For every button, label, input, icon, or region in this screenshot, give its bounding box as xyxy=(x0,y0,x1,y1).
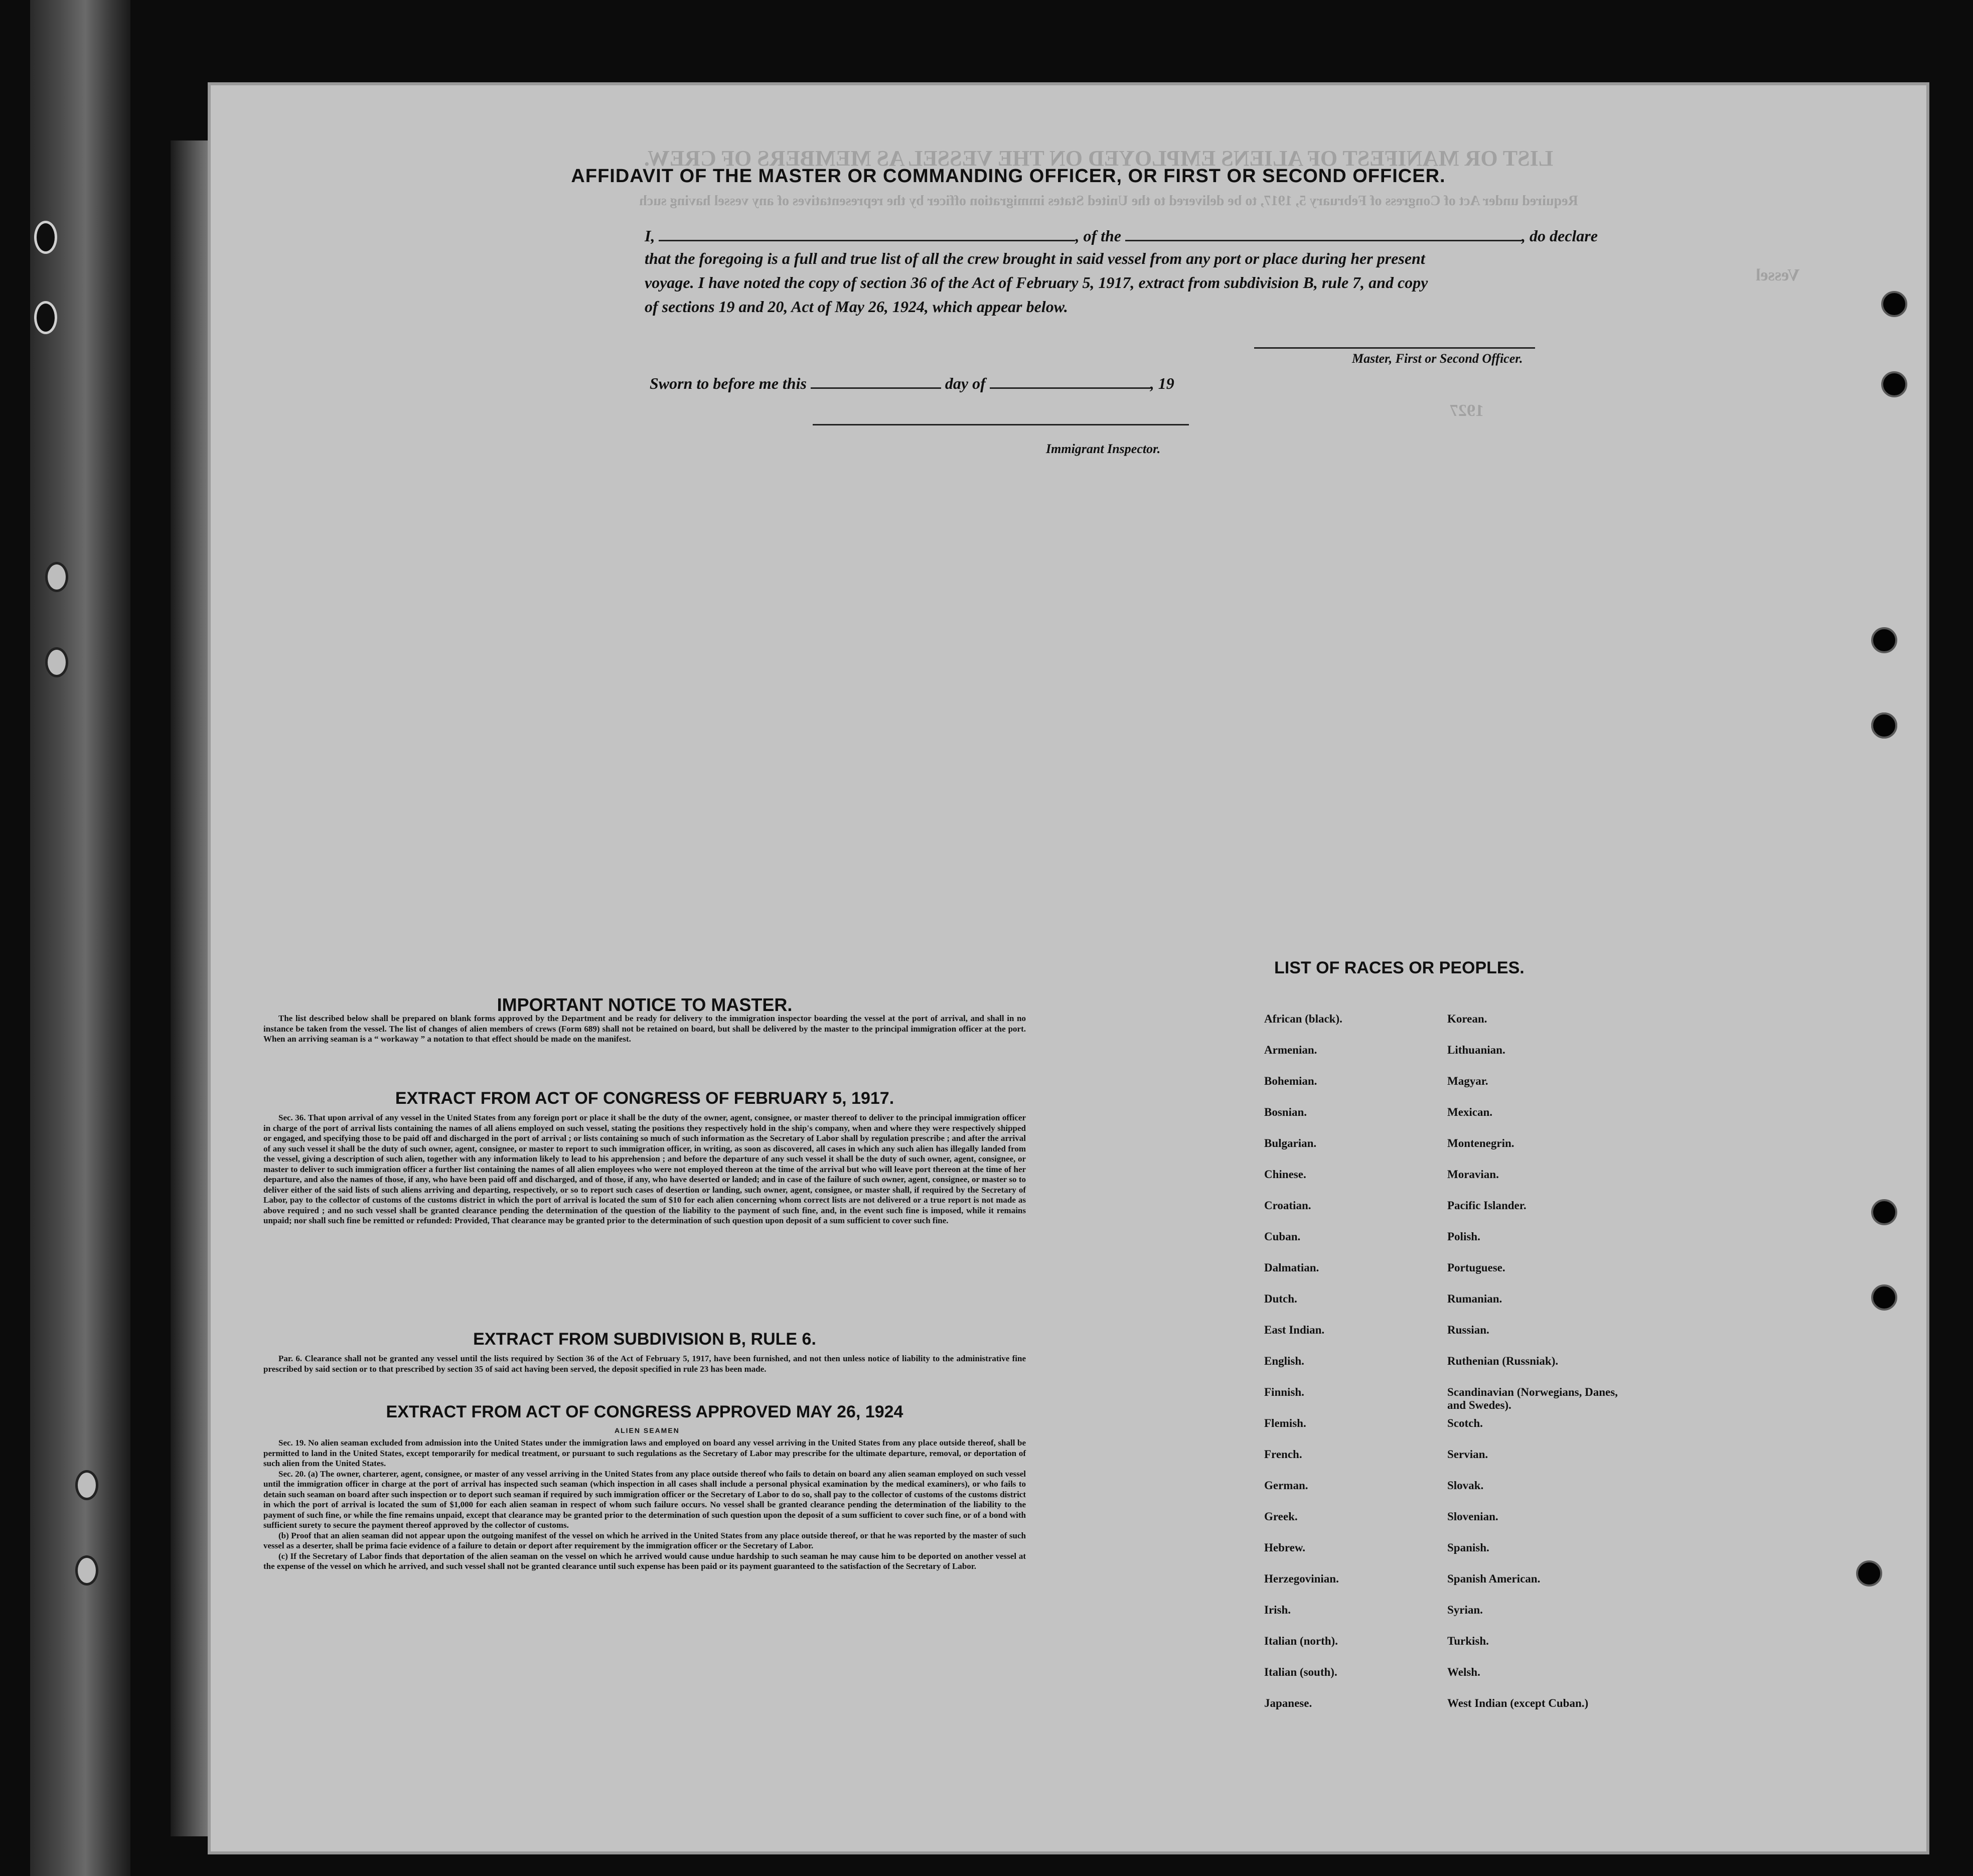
master-signature-line[interactable] xyxy=(1254,347,1535,349)
sworn-day-blank[interactable] xyxy=(811,372,941,389)
race-item: Ruthenian (Russniak). xyxy=(1447,1355,1559,1367)
notice-paragraph: The list described below shall be prepared on blank forms approved by the Department and be ready for delivery to the immigration inspector boarding the vessel at the port of arrival, and shall in no instance be taken from the vessel. The list of changes of alien members of crews (Form 689) shall not be retained on board, but shall be delivered by the master to the principal immigration officer at the port. When an arriving seaman is a “ workaway ” a notation to that effect should be made on the manifest. xyxy=(263,1014,1026,1044)
declaration-line xyxy=(645,225,1598,245)
declaration-prefix: I, xyxy=(645,227,655,245)
sworn-suffix: , 19 xyxy=(1150,374,1174,392)
bleed-through-header: LIST OR MANIFEST OF ALIENS EMPLOYED ON THE VESSEL AS MEMBERS OF CREW. xyxy=(644,146,1554,171)
sworn-line xyxy=(650,372,1174,393)
race-item: Herzegovinian. xyxy=(1264,1572,1339,1585)
race-item: Russian. xyxy=(1447,1324,1489,1336)
affidavit-body-line-3: of sections 19 and 20, Act of May 26, 1924, which appear below. xyxy=(645,298,1068,316)
race-item: Chinese. xyxy=(1264,1168,1306,1181)
extract-1917-text xyxy=(263,1113,1026,1226)
race-item: Finnish. xyxy=(1264,1386,1304,1398)
punch-hole xyxy=(1871,1284,1897,1311)
race-item: Polish. xyxy=(1447,1230,1480,1243)
race-item: Croatian. xyxy=(1264,1199,1311,1212)
race-item: Dalmatian. xyxy=(1264,1261,1319,1274)
page-edge-shadow xyxy=(171,140,216,1836)
notice-text xyxy=(263,1014,1026,1045)
race-item: Cuban. xyxy=(1264,1230,1301,1243)
bleed-through-subheader: Required under Act of Congress of February 5, 1917, to be delivered to the United States immigration officer by the representatives of any vessel having such xyxy=(639,193,1578,209)
race-item: Irish. xyxy=(1264,1604,1291,1616)
race-item: Slovenian. xyxy=(1447,1510,1498,1523)
extract-1924-subtitle: ALIEN SEAMEN xyxy=(615,1426,680,1434)
race-item: Bohemian. xyxy=(1264,1075,1317,1087)
race-item: French. xyxy=(1264,1448,1302,1461)
race-item: Pacific Islander. xyxy=(1447,1199,1527,1212)
race-item: Montenegrin. xyxy=(1447,1137,1514,1149)
race-item: Bosnian. xyxy=(1264,1106,1307,1118)
extract-1924-sec20c: (c) If the Secretary of Labor finds that deportation of the alien seaman on the vessel on which he arrived would cause undue hardship to such seaman he may cause him to be deported on another vessel at the expense of the vessel on which he arrived, and such vessel shall not be granted clearance until such expense has been paid or its payment guaranteed to the satisfaction of the Secretary of Labor. xyxy=(263,1551,1026,1571)
race-item: Flemish. xyxy=(1264,1417,1306,1429)
extract-1924-text xyxy=(263,1438,1026,1572)
race-item: Rumanian. xyxy=(1447,1292,1502,1305)
binding-strip xyxy=(30,0,130,1876)
ring-hole xyxy=(75,1470,98,1500)
binding-hole xyxy=(34,301,57,334)
race-item: Spanish American. xyxy=(1447,1572,1541,1585)
document-page xyxy=(211,85,1926,1851)
declaration-suffix: , do declare xyxy=(1522,227,1598,245)
master-caption: Master, First or Second Officer. xyxy=(1352,351,1523,366)
punch-hole xyxy=(1856,1560,1882,1586)
ring-hole xyxy=(45,562,68,592)
vessel-blank[interactable] xyxy=(1125,225,1522,241)
race-item: Japanese. xyxy=(1264,1697,1312,1709)
race-item: Armenian. xyxy=(1264,1044,1317,1056)
punch-hole xyxy=(1871,712,1897,739)
race-item: African (black). xyxy=(1264,1013,1342,1025)
race-item: Servian. xyxy=(1447,1448,1488,1461)
punch-hole xyxy=(1881,291,1907,317)
affidavit-body-line-1: that the foregoing is a full and true list of all the crew brought in said vessel from any port or place during her present xyxy=(645,249,1425,267)
extract-1924-title: EXTRACT FROM ACT OF CONGRESS APPROVED MAY 26, 1924 xyxy=(386,1402,903,1421)
race-item: Slovak. xyxy=(1447,1479,1484,1492)
extract-1924-sec20b: (b) Proof that an alien seaman did not appear upon the outgoing manifest of the vessel on which he arrived in the United States from any place outside thereof, or that he was reported by the master of such vessel as a deserter, shall be prima facie evidence of a failure to detain or deport after requirement by the immigration officer or the Secretary of Labor. xyxy=(263,1530,1026,1550)
extract-1924-sec19: Sec. 19. No alien seaman excluded from admission into the United States under the immigration laws and employed on board any vessel arriving in the United States from any place outside thereof, shall be permitted to land in the United States, except temporarily for medical treatment, or pursuant to such regulations as the Secretary of Labor may prescribe for the ultimate departure, removal, or deportation of such alien from the United States. xyxy=(263,1438,1026,1468)
punch-hole xyxy=(1871,1199,1897,1225)
race-item: West Indian (except Cuban.) xyxy=(1447,1697,1589,1709)
race-item: German. xyxy=(1264,1479,1308,1492)
race-item: Welsh. xyxy=(1447,1666,1480,1678)
race-item: Moravian. xyxy=(1447,1168,1499,1181)
race-item: Spanish. xyxy=(1447,1541,1489,1554)
race-item: Syrian. xyxy=(1447,1604,1483,1616)
punch-hole xyxy=(1871,627,1897,653)
race-item: Mexican. xyxy=(1447,1106,1493,1118)
ring-hole xyxy=(75,1555,98,1585)
rule6-paragraph: Par. 6. Clearance shall not be granted any vessel until the lists required by Section 36 of the Act of February 5, 1917, have been furnished, and not then unless notice of liability to the administrative fine prescribed by said section or to that prescribed by section 35 of said act having been served, the deposit specified in rule 23 has been made. xyxy=(263,1354,1026,1374)
race-item: Portuguese. xyxy=(1447,1261,1505,1274)
inspector-caption: Immigrant Inspector. xyxy=(1046,442,1161,456)
race-item: Italian (north). xyxy=(1264,1635,1338,1647)
race-item: Scotch. xyxy=(1447,1417,1483,1429)
race-item: Greek. xyxy=(1264,1510,1298,1523)
race-item: Korean. xyxy=(1447,1013,1487,1025)
race-item: Scandinavian (Norwegians, Danes, and Swedes). xyxy=(1447,1386,1618,1411)
name-blank[interactable] xyxy=(659,225,1075,241)
races-title: LIST OF RACES OR PEOPLES. xyxy=(1274,958,1525,977)
rule6-text xyxy=(263,1354,1026,1374)
race-item: English. xyxy=(1264,1355,1304,1367)
punch-hole xyxy=(1881,371,1907,397)
sworn-month-blank[interactable] xyxy=(990,372,1150,389)
race-item: Bulgarian. xyxy=(1264,1137,1317,1149)
race-item: Italian (south). xyxy=(1264,1666,1337,1678)
declaration-middle: , of the xyxy=(1075,227,1121,245)
extract-1924-sec20a: Sec. 20. (a) The owner, charterer, agent, consignee, or master of any vessel arriving in the United States from any place outside thereof who fails to detain on board any alien seaman employed on such vessel until the immigration officer in charge at the port of arrival has inspected such seaman (which inspection in all cases shall include a personal physical examination by the medical examiners), or who fails to detain such seaman on board after such inspection or to deport such seaman if required by such immigration officer or the Secretary of Labor to do so, shall pay to the collector of customs of the customs district in which the port of arrival is located the sum of $1,000 for each alien seaman in respect of whom such failure occurs. No vessel shall be granted clearance pending the determination of the liability to the payment of such fine, or while the fine remains unpaid, except that clearance may be granted prior to the determination of such question upon the deposit of a sum sufficient to cover such fine, or of a bond with sufficient surety to secure the payment thereof approved by the collector of customs. xyxy=(263,1469,1026,1530)
race-item: Lithuanian. xyxy=(1447,1044,1505,1056)
rule6-title: EXTRACT FROM SUBDIVISION B, RULE 6. xyxy=(473,1330,816,1349)
race-item: Hebrew. xyxy=(1264,1541,1305,1554)
bleed-through-vessel-label: Vessel xyxy=(1756,266,1800,284)
race-item: Dutch. xyxy=(1264,1292,1297,1305)
affidavit-body-line-2: voyage. I have noted the copy of section 36 of the Act of February 5, 1917, extract from subdivision B, rule 7, and copy xyxy=(645,273,1428,292)
race-item: Turkish. xyxy=(1447,1635,1489,1647)
race-item: Magyar. xyxy=(1447,1075,1488,1087)
ring-hole xyxy=(45,647,68,677)
affidavit-title: AFFIDAVIT OF THE MASTER OR COMMANDING OFFICER, OR FIRST OR SECOND OFFICER. xyxy=(571,166,1446,187)
extract-1917-paragraph: Sec. 36. That upon arrival of any vessel in the United States from any foreign port or place it shall be the duty of the owner, agent, consignee, or master thereof to deliver to the principal immigration officer in charge of the port of arrival lists containing the names of all aliens employed on such vessel, stating the positions they respectively hold in the ship's company, when and where they were respectively shipped or engaged, and specifying those to be paid off and discharged in the port of arrival ; or lists containing so much of such information as the Secretary of Labor shall by regulation prescribe ; and after the arrival of any such vessel it shall be the duty of such owner, agent, consignee, or master to report to such immigration officer, in writing, as soon as discovered, all cases in which any such alien has illegally landed from the vessel, giving a description of such alien, together with any information likely to lead to his apprehension ; and before the departure of any such vessel it shall be the duty of such owner, agent, consignee, or master to deliver to such immigration officer a further list containing the names of all alien employees who were not employed thereon at the time of the arrival but who will leave port thereon at the time of her departure, and also the names of those, if any, who have been paid off and discharged, and of those, if any, who have deserted or landed; and in case of the failure of such owner, agent, consignee, or master so to deliver either of the said lists of such aliens arriving and departing, respectively, or so to report such cases of desertion or landing, such owner, agent, consignee, or master shall, if required by the Secretary of Labor, pay to the collector of customs of the customs district in which the port of arrival is located the sum of $10 for each alien concerning whom correct lists are not delivered or a true report is not made as above required ; and no such vessel shall be granted clearance pending the determination of the question of the liability to the payment of such fine, and, in the event such fine is imposed, while it remains unpaid; nor shall such fine be remitted or refunded: Provided, That clearance may be granted prior to the determination of such question upon deposit of a sum sufficient to cover such fine. xyxy=(263,1113,1026,1225)
bleed-through-year: 1927 xyxy=(1450,401,1484,420)
sworn-middle: day of xyxy=(945,374,986,392)
inspector-signature-line[interactable] xyxy=(813,424,1189,425)
extract-1917-title: EXTRACT FROM ACT OF CONGRESS OF FEBRUARY 5, 1917. xyxy=(395,1089,894,1108)
race-item: East Indian. xyxy=(1264,1324,1325,1336)
notice-title: IMPORTANT NOTICE TO MASTER. xyxy=(497,994,793,1015)
sworn-prefix: Sworn to before me this xyxy=(650,374,807,392)
binding-hole xyxy=(34,221,57,254)
